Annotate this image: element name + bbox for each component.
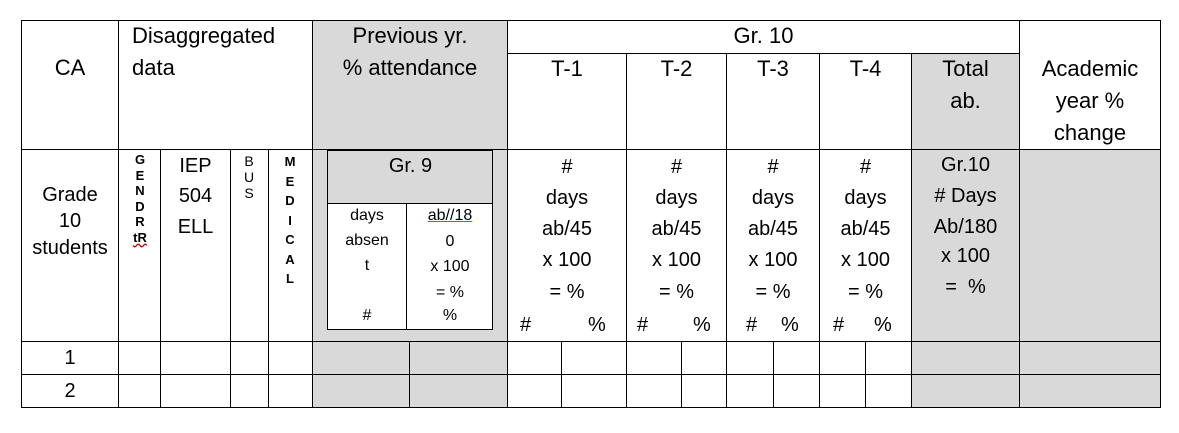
total-formula-line: # Days [934, 185, 997, 207]
gr9-days-line2: absen [345, 232, 389, 249]
bus-letter: B [244, 153, 254, 169]
bus-letter: S [244, 185, 254, 201]
term-formula-line: # [670, 156, 683, 178]
medical-letter: C [285, 232, 295, 247]
term-hash: # [637, 314, 649, 336]
total-formula-line: Gr.10 [941, 154, 990, 176]
term-hash: # [520, 314, 532, 336]
bus-letter: U [243, 169, 255, 185]
gr9-ab-line1: ab//18 [427, 207, 473, 224]
gr9-title: Gr. 9 [388, 155, 433, 177]
term-2-header: T-2 [660, 56, 693, 81]
term-formula-line: # [561, 156, 573, 178]
total-formula-line: = % [945, 276, 986, 298]
gender-label [133, 152, 147, 245]
gender-letter: tR [133, 229, 147, 245]
term-pct: % [693, 314, 711, 336]
term-formula-line: x 100 [542, 249, 592, 271]
grade-label-line3: students [32, 237, 108, 259]
gr9-ab-line3: x 100 [430, 258, 470, 275]
medical-label [283, 152, 297, 289]
gender-letter: D [135, 198, 145, 214]
term-formula-line: ab/45 [747, 218, 799, 240]
term-3-header: T-3 [757, 56, 789, 81]
term-formula-line: days [545, 187, 589, 209]
gr9-days-line1: days [350, 207, 384, 224]
term-formula-line: days [844, 187, 887, 209]
term-1-header: T-1 [551, 56, 583, 81]
medical-letter: M [284, 154, 296, 169]
iep-line2: 504 [178, 185, 213, 207]
gender-letter: G [134, 152, 146, 167]
term-formula-line: = % [658, 281, 695, 303]
term-formula-line: ab/45 [541, 218, 593, 240]
term-formula-line: days [751, 187, 795, 209]
academic-header-line2: year % [1055, 88, 1125, 113]
academic-header-line1: Academic [1041, 56, 1139, 81]
medical-letter: D [285, 193, 295, 208]
gender-letter: E [135, 167, 145, 183]
term-pct: % [588, 314, 606, 336]
total-formula-line: Ab/180 [933, 216, 998, 238]
grade-label-line1: Grade [42, 184, 98, 206]
term-formula-line: = % [755, 281, 791, 303]
term-pct: % [874, 314, 892, 336]
term-formula-line: days [655, 187, 698, 209]
iep-line1: IEP [179, 155, 212, 177]
term-formula-line: ab/45 [651, 218, 702, 240]
total-header-line1: Total [942, 56, 989, 81]
row-number: 1 [64, 347, 76, 369]
term-formula-line: = % [549, 281, 585, 303]
academic-col-shade [1020, 150, 1160, 407]
gr9-ab-line4: = % [435, 284, 464, 301]
bus-label [243, 153, 255, 201]
gr9-ab-line2: 0 [445, 233, 455, 250]
iep-line3: ELL [177, 216, 214, 238]
term-2-formula [627, 150, 726, 340]
term-hash: # [746, 314, 758, 336]
gr9-days-hash: # [362, 307, 372, 324]
disaggregated-header-line2: data [132, 55, 175, 80]
medical-letter: A [285, 251, 295, 267]
term-hash: # [833, 314, 845, 336]
gr9-ab-pct: % [442, 307, 458, 324]
term-4-formula [820, 150, 911, 340]
ca-header: CA [54, 55, 86, 80]
medical-letter: E [285, 173, 295, 189]
gender-letter: R [135, 214, 145, 229]
term-4-header: T-4 [849, 56, 882, 81]
academic-header-line3: change [1053, 120, 1127, 145]
prev-yr-header-line2: % attendance [342, 55, 478, 80]
gr10-header: Gr. 10 [733, 23, 794, 48]
medical-letter: I [288, 212, 292, 228]
prev-yr-header-line1: Previous yr. [352, 23, 468, 48]
term-formula-line: # [859, 156, 872, 178]
gr9-days-line3: t [364, 257, 370, 274]
total-header-line2: ab. [950, 88, 981, 113]
row-number: 2 [64, 380, 76, 402]
term-3-formula [727, 150, 819, 340]
total-formula [912, 150, 1019, 340]
term-formula-line: ab/45 [840, 218, 891, 240]
term-formula-line: x 100 [652, 249, 701, 271]
term-1-formula [508, 150, 626, 340]
term-formula-line: x 100 [748, 249, 798, 271]
term-pct: % [781, 314, 799, 336]
total-formula-line: x 100 [941, 245, 990, 267]
term-formula-line: x 100 [841, 249, 890, 271]
term-formula-line: # [767, 156, 779, 178]
disaggregated-header-line1: Disaggregated [132, 23, 276, 48]
medical-letter: L [286, 271, 294, 286]
grade-label-line2: 10 [58, 210, 82, 232]
gender-letter: N [135, 183, 145, 198]
term-formula-line: = % [847, 281, 884, 303]
